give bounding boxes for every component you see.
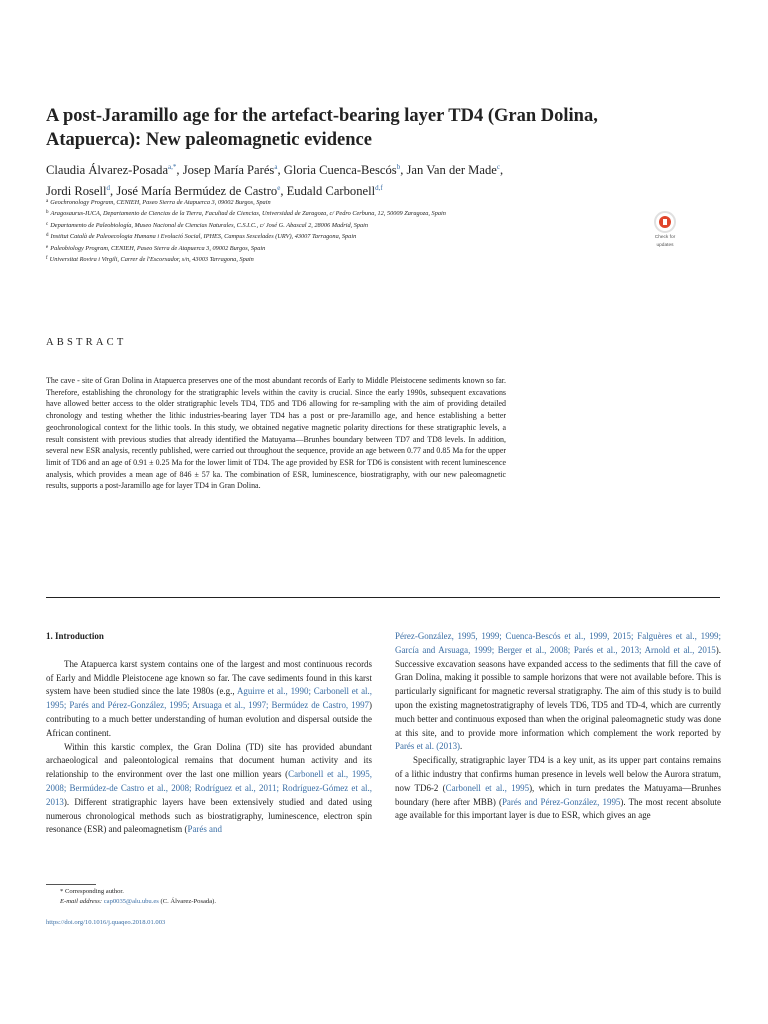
doi-link[interactable]: https://doi.org/10.1016/j.quaqeo.2018.01.003 <box>46 919 166 926</box>
citation-link[interactable]: Carbonell et al., 1995, 2008; Bermúdez-de Castro et al., 2008; Rodríguez et al., 2011; Rodríguez-Gómez et al., 2013 <box>46 769 372 807</box>
author-name[interactable]: José María Bermúdez de Castro <box>116 184 278 198</box>
citation-link[interactable]: Parés and Pérez-González, 1995 <box>501 796 621 807</box>
author-separator: , <box>280 184 287 198</box>
section-divider <box>46 597 720 598</box>
affiliation-item <box>46 243 646 254</box>
email-line <box>60 897 460 907</box>
paragraph-text: Specifically, stratigraphic layer TD4 is a key unit, as its upper part contains remains of a lithic industry that confirms human presence in levels well below the Aurora stratum, now TD6-2 ( <box>395 755 721 793</box>
citation-link[interactable]: Pérez-González, 1995, 1999; Cuenca-Bescós et al., 1999, 2015; Falguères et al., 1999; García and Arsuaga, 1999; Berger et al., 2008; Parés et al., 2013; Arnold et al., 2015 <box>395 631 721 655</box>
email-label: E-mail address: <box>60 898 103 905</box>
author-affiliation-mark[interactable]: b <box>396 163 401 171</box>
body-column-left <box>46 628 372 837</box>
author-affiliation-mark[interactable]: d <box>106 184 111 192</box>
paragraph-text: ). Successive excavation seasons have expanded access to the sediments that fill the cave of Gran Dolina, making it possible to sample horizons that were not available before. This is particularly significant for magnetic reversal stratigraphy. The aim of this study is to build upon the existing magnetostratigraphy of levels TD6, TD5 and TD-4, which are currently much better and continuous exposed than when the original paleomagnetic study was done at this site, and to provide more information which complement the work reported by <box>395 644 721 738</box>
affiliation-item <box>46 254 646 265</box>
author-name[interactable]: Josep María Parés <box>182 163 275 177</box>
author-name[interactable]: Claudia Álvarez-Posada <box>46 163 169 177</box>
affiliation-text: Geochronology Program, CENIEH, Paseo Sierra de Atapuerca 3, 09002 Burgos, Spain <box>50 199 271 206</box>
paragraph-text: ), which in turn predates the Matuyama—Brunhes boundary (here after MBB) ( <box>395 782 721 807</box>
paragraph-text: ). Different stratigraphic layers have been extensively studied and dated using numerous chronological methods such as biostratigraphy, luminescence, electron spin resonance (ESR) and paleomagnetism ( <box>46 796 372 835</box>
intro-paragraph-3 <box>395 754 721 823</box>
abstract-heading: ABSTRACT <box>46 337 127 348</box>
author-separator: , <box>499 163 504 177</box>
affiliation-item <box>46 220 646 231</box>
email-suffix: (C. Álvarez-Posada). <box>158 898 217 905</box>
citation-link[interactable]: Parés and <box>187 824 222 835</box>
affiliation-mark: c <box>46 221 49 227</box>
email-link[interactable]: cap0035@alu.ubu.es <box>103 898 159 905</box>
affiliation-list <box>46 197 646 265</box>
author-name[interactable]: Jordi Rosell <box>46 184 107 198</box>
citation-link[interactable]: Carbonell et al., 1995 <box>445 782 530 793</box>
paragraph-text: ) contributing to a much better understanding of human evolution and dispersal outside the African continent. <box>46 700 372 738</box>
section-heading-introduction: 1. Introduction <box>46 631 104 641</box>
footnote-divider <box>46 884 96 885</box>
abstract-text: The cave - site of Gran Dolina in Atapuerca preserves one of the most abundant records of Early to Middle Pleistocene sediments known so far. Therefore, establishing the chronology for the stratigraphic levels within the cavity is crucial. Since the early 1990s, subsequent excavations have allowed better access to the older stratigraphic levels TD4, TD5 and TD6 allowing for re-sampling with the aim of providing detailed chronology and testing whether the lithic industries-bearing layer TD4 has a post or pre-Jaramillo age, and hence establishing a better geochronological context for the lithic tools. In this study, we obtained negative magnetic polarity directions for these stratigraphic levels, a result consistent with previous studies that already identified the Matuyama—Brunhes boundary between TD7 and TD8 levels. In addition, several new ESR analysis, recently published, were carried out throughout the sequence, provide an age between 0.77 and 0.85 Ma for the upper limit of TD6 and an age of 0.91 ± 0.25 Ma for the lower limit of TD4. The age provided by ESR for TD6 is consistent with recent luminescence analysis, which provides a mean age of 846 ± 57 ka. The combination of ESR, luminescence, biostratigraphy, with our new paleomagnetic results, supports a post-Jaramillo age for layer TD4 in Gran Dolina. <box>46 376 506 491</box>
author-affiliation-mark[interactable]: a,* <box>168 163 177 171</box>
author-list <box>46 158 666 200</box>
body-column-right <box>395 630 721 823</box>
citation-link[interactable]: Parés et al. (2013) <box>395 741 461 752</box>
affiliation-text: Aragosaurus-IUCA, Departamento de Ciencias de la Tierra, Facultad de Ciencias, Universidad de Zaragoza, c/ Pedro Cerbuna, 12, 50009 Zaragoza, Spain <box>50 210 446 218</box>
paper-title: A post-Jaramillo age for the artefact-bearing layer TD4 (Gran Dolina, Atapuerca): New paleomagnetic evidence <box>46 106 598 150</box>
author-separator: , <box>110 184 117 198</box>
author-affiliation-mark[interactable]: d,f <box>375 184 383 192</box>
author-affiliation-mark[interactable]: e <box>277 184 281 192</box>
paragraph-text: The Atapuerca karst system contains one of the largest and most continuous records of Early and Middle Pleistocene age known so far. The cave sediments found in this karst system have been studied since the late 1980s (e.g., <box>46 658 372 697</box>
check-for-updates-icon <box>654 211 676 233</box>
affiliation-text: Universitat Rovira i Virgili, Carrer de l'Escorxador, s/n, 43003 Tarragona, Spain <box>49 256 254 264</box>
author-separator: , <box>400 163 407 177</box>
author-affiliation-mark[interactable]: c <box>496 163 500 171</box>
affiliation-mark: b <box>46 210 49 216</box>
affiliation-text: Paleobiology Program, CENIEH, Paseo Sierra de Atapuerca 3, 09002 Burgos, Spain <box>50 244 266 252</box>
author-affiliation-mark[interactable]: a <box>274 163 278 171</box>
citation-link[interactable]: Aguirre et al., 1990; Carbonell et al., 1995; Parés and Pérez-González, 1995; Arsuaga et al., 1997; Bermúdez de Castro, 1997 <box>46 686 372 711</box>
affiliation-mark: e <box>46 244 49 250</box>
affiliation-mark: a <box>46 199 49 204</box>
check-for-updates-badge[interactable] <box>645 211 685 251</box>
paragraph-text: Within this karstic complex, the Gran Dolina (TD) site has provided abundant archaeological and paleontological remains that document human activity and its relationship to the environment over the last one million years ( <box>46 741 372 780</box>
affiliation-item <box>46 231 646 242</box>
author-separator: , <box>277 163 284 177</box>
author-separator: , <box>176 163 183 177</box>
check-for-updates-label-2: updates <box>656 242 674 248</box>
affiliation-text: Institut Català de Paleoecologia Humana i Evolució Social, IPHES, Campus Sescelades (URV), 43007 Tarragona, Spain <box>50 233 357 241</box>
affiliation-text: Departamento de Paleobiología, Museo Nacional de Ciencias Naturales, C.S.I.C., c/ José G. Abascal 2, 28006 Madrid, Spain <box>50 221 369 229</box>
author-name[interactable]: Eudald Carbonell <box>286 184 376 198</box>
paragraph-text: ). The most recent absolute age available for this important layer is due to ESR, which gives an age <box>395 796 721 821</box>
check-for-updates-label-1: Check for <box>654 235 676 240</box>
intro-paragraph-2-continued <box>395 630 721 754</box>
intro-paragraph-2 <box>46 741 372 838</box>
affiliation-item <box>46 208 646 219</box>
affiliation-item <box>46 197 646 208</box>
affiliation-mark: f <box>46 256 48 262</box>
affiliation-mark: d <box>46 233 49 239</box>
intro-paragraph-1 <box>46 658 372 741</box>
author-name[interactable]: Jan Van der Made <box>406 163 497 177</box>
footnote <box>60 887 460 907</box>
corresponding-author-note: * Corresponding author. <box>60 888 124 895</box>
paragraph-text: . <box>460 741 463 752</box>
author-name[interactable]: Gloria Cuenca-Bescós <box>283 163 397 177</box>
